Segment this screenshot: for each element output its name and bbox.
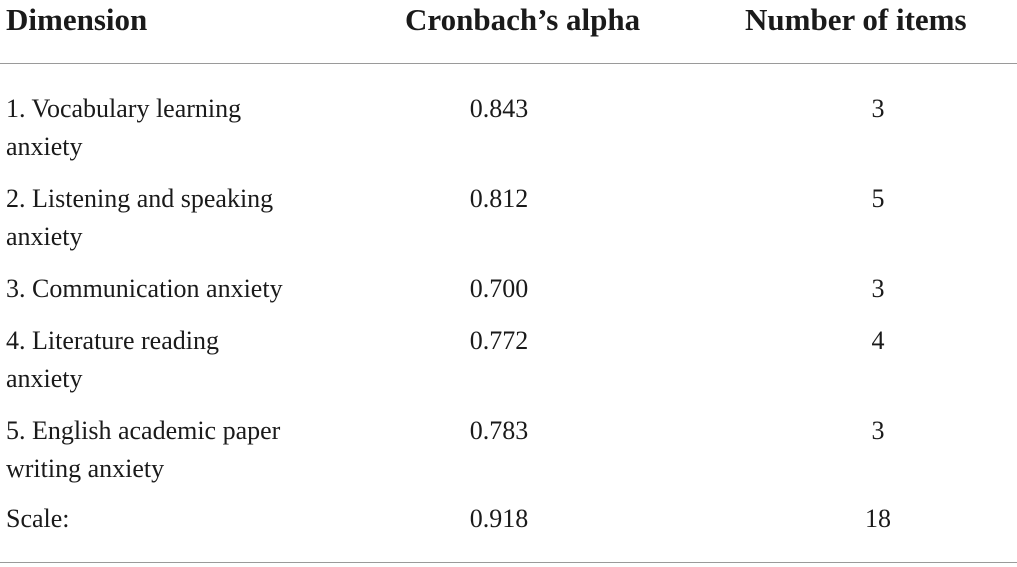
items-cell: 5 bbox=[871, 184, 885, 213]
alpha-cell: 0.772 bbox=[469, 326, 529, 355]
items-cell: 3 bbox=[871, 274, 885, 303]
dimension-cell bbox=[6, 322, 336, 398]
header-dimension: Dimension bbox=[6, 2, 148, 37]
dimension-line: anxiety bbox=[6, 364, 83, 393]
dimension-cell bbox=[6, 500, 336, 538]
dimension-line: anxiety bbox=[6, 132, 83, 161]
alpha-cell: 0.783 bbox=[469, 416, 529, 445]
alpha-cell: 0.843 bbox=[469, 94, 529, 123]
dimension-line: 1. Vocabulary learning bbox=[6, 94, 242, 123]
header-divider bbox=[0, 63, 1017, 64]
dimension-line: writing anxiety bbox=[6, 454, 165, 483]
dimension-line: 2. Listening and speaking bbox=[6, 184, 274, 213]
dimension-cell bbox=[6, 180, 336, 256]
dimension-line: anxiety bbox=[6, 222, 83, 251]
dimension-line: Scale: bbox=[6, 504, 70, 533]
alpha-cell: 0.812 bbox=[469, 184, 529, 213]
header-cronbach-alpha: Cronbach’s alpha bbox=[405, 2, 641, 37]
dimension-cell bbox=[6, 412, 336, 488]
items-cell: 3 bbox=[871, 416, 885, 445]
table-header-row bbox=[0, 0, 1017, 44]
dimension-line: 4. Literature reading bbox=[6, 326, 219, 355]
items-cell: 4 bbox=[871, 326, 885, 355]
dimension-line: 3. Communication anxiety bbox=[6, 274, 283, 303]
dimension-cell bbox=[6, 90, 336, 166]
dimension-line: 5. English academic paper bbox=[6, 416, 281, 445]
alpha-cell: 0.918 bbox=[469, 504, 529, 533]
items-cell: 18 bbox=[865, 504, 891, 533]
table-bottom-rule bbox=[0, 562, 1017, 563]
items-cell: 3 bbox=[871, 94, 885, 123]
alpha-cell: 0.700 bbox=[469, 274, 529, 303]
header-number-of-items: Number of items bbox=[745, 2, 967, 37]
dimension-cell bbox=[6, 270, 336, 308]
